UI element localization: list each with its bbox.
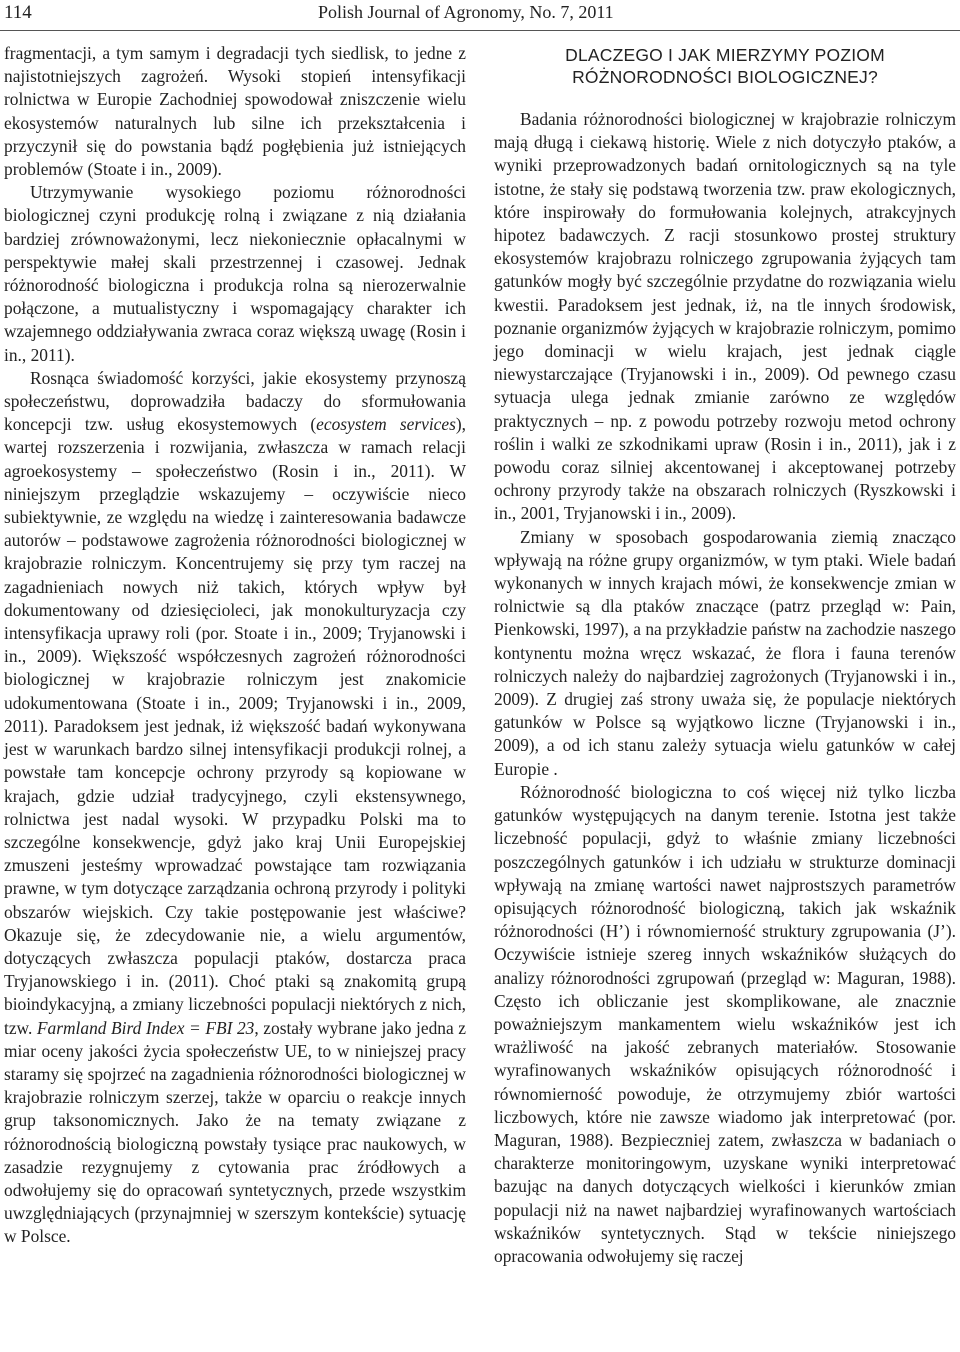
text-run: Rosnąca świadomość korzyści, jakie ekosystemy przynoszą społeczeństwu, doprowadziła badaczy do sformułowania koncepcji tzw. usług ekosystemowych (: [4, 367, 466, 435]
italic-term: Farmland Bird Index = FBI 23: [36, 1017, 255, 1038]
paragraph: Badania różnorodności biologicznej w krajobrazie rolniczym mają długą i ciekawą historię. Wiele z nich dotyczyło ptaków, a wyniki przeprowadzonych badań ornitologicznych są na tyle istotne, że stały się podstawą tworzenia tzw. praw ekologicznych, które inspirowały do formułowania kolejnych, atrakcyjnych hipotez badawczych. Z racji stosunkowo prostej struktury ekosystemów krajobrazu rolniczego zgrupowania żyjących tam gatunków mogły być szczególnie przydatne do rozwiązania wielu kwestii. Paradoksem jest jednak, iż, na tle innych środowisk, poznanie organizmów żyjących w krajobrazie rolniczym, pomimo jego dominacji w wielu krajach, jest jednak ciągle niewystarczające (Tryjanowski i in., 2009). Od pewnego czasu sytuacja ulega jednak zmianie zarówno ze względów praktycznych – np. z powodu potrzeby rozwoju metod ochrony roślin i walki ze szkodnikami upraw (Rosin i in., 2011), jak i z powodu coraz silniej akcentowanej i akceptowanej potrzeby ochrony przyrody także na obszarach rolniczych (Ryszkowski i in., 2001, Tryjanowski i in., 2009).: [494, 109, 956, 524]
section-heading-line: RÓŻNORODNOŚCI BIOLOGICZNEJ?: [572, 67, 878, 87]
text-run: ), wartej rozszerzenia i rozwijania, zwłaszcza w ramach relacji agroekosystemy – społeczeństwo (Rosin i in., 2011). W niniejszym przeglądzie wskazujemy – oczywiście nieco subiektywnie, ze względu na wiedzę i zainteresowania badawcze autorów – podstawowe zagrożenia różnorodności biologicznej w krajobrazie rolniczym. Koncentrujemy się przy tym raczej na zagadnieniach nowych niż takich, których wpływ był dokumentowany od dziesięcioleci, jak monokulturyzacja czy intensyfikacja uprawy roli (por. Stoate i in., 2009; Tryjanowski i in., 2009). Większość współczesnych zagrożeń różnorodności biologicznej w krajobrazie rolniczym jest znakomicie udokumentowana (Stoate i in., 2009; Tryjanowski i in., 2009, 2011). Paradoksem jest jednak, iż większość badań wykonywana jest w warunkach bardzo silnej intensyfikacji produkcji rolnej, a powstałe tam koncepcje ochrony przyrody są kopiowane w krajach, gdzie udział tradycyjnego, czyli ekstensywnego, rolnictwa jest nadal wysoki. W przypadku Polski ma to szczególne konsekwencje, gdyż jako kraj Unii Europejskiej zmuszeni jesteśmy wprowadzać powstające tam rozwiązania prawne, w tym dotyczące zarządzania ochroną przyrody i polityki obszarów wiejskich. Czy takie postępowanie jest właściwe? Okazuje się, że zdecydowanie nie, a wielu argumentów, dotyczących zwłaszcza populacji ptaków, dostarcza praca Tryjanowskiego i in. (2011). Choć ptaki są znakomitą grupą bioindykacyjną, a zmiany liczebności populacji niektórych z nich, tzw.: [4, 414, 467, 1038]
paragraph: fragmentacji, a tym samym i degradacji tych siedlisk, to jedne z najistotniejszych zagrożeń. Wysoki stopień intensyfikacji rolnictwa w Europie Zachodniej spowodował zniszczenie wielu ekosystemów naturalnych lub silne ich przekształcenia i przyczynił się do powstania bądź pogłębienia już istniejących problemów (Stoate i in., 2009).: [4, 43, 466, 180]
paragraph: Zmiany w sposobach gospodarowania ziemią znacząco wpływają na różne grupy organizmów, w tym ptaki. Wiele badań wykonanych w innych krajach mówi, że konsekwencje zmian w rolnictwie są dla ptaków znaczące (patrz przegląd w: Pain, Pienkowski, 1997), a na przykładzie państw na zachodzie naszego kontynentu można wręcz wskazać, że flora i fauna terenów rolniczych należy do najbardziej zagrożonych (Tryjanowski i in., 2009). Z drugiej zaś strony uważa się, że populacje niektórych gatunków w Polsce są wyjątkowo liczne (Tryjanowski i in., 2009), a od ich stanu zależy sytuacja wielu gatunków w całej Europie .: [494, 526, 956, 779]
page-header: [0, 0, 960, 24]
section-heading-line: DLACZEGO I JAK MIERZYMY POZIOM: [565, 45, 885, 65]
header-rule: [0, 30, 960, 31]
section-heading: [494, 44, 956, 88]
page-number: 114: [4, 2, 32, 23]
text-run: , zostały wybrane jako jedna z miar oceny jakości życia społeczeństw UE, to w niniejszej pracy staramy się spojrzeć na zagadnienia różnorodności biologicznej w krajobrazie rolniczym szerzej, także w oparciu o reakcje innych grup taksonomicznych. Jako że na tematy związane z różnorodnością biologiczną powstały tysiące prac naukowych, w zasadzie rezygnujemy z cytowania prac źródłowych a odwołujemy się do opracowań syntetycznych, przede wszystkim uwzględniających (przynajmniej w szerszym kontekście) sytuację w Polsce.: [4, 1017, 466, 1247]
paragraph: [4, 367, 466, 1249]
italic-term: ecosystem services: [316, 414, 456, 435]
paragraph: Różnorodność biologiczna to coś więcej niż tylko liczba gatunków występujących na danym terenie. Istotna jest także liczebność populacji, gdyż to właśnie zmiany liczebności poszczególnych gatunków i ich udziału w strukturze dominacji wpływają na zmianę wartości nawet najprostszych parametrów opisujących różnorodność biologiczną, takich jak wskaźnik różnorodności (H’) i równomierność struktury zgrupowania (J’). Oczywiście istnieje szereg innych wskaźników służących do analizy różnorodności zgrupowań (przegląd w: Maguran, 1988). Często ich obliczanie jest skomplikowane, ale znacznie poważniejszym mankamentem wielu wskaźników jest ich wrażliwość na jakość zebranych materiałów. Stosowanie wyrafinowanych wskaźników opisujących różnorodność i równomierność powoduje, że otrzymujemy zbiór wartości liczbowych, które nie zawsze wiadomo jak interpretować (por. Maguran, 1988). Bezpieczniej zatem, zwłaszcza w badaniach o charakterze monitoringowym, uzyskane wyniki interpretować bazując na danych dotyczących wielkości i kierunków zmian populacji niż na nawet najbardziej wyrafinowanych wartościach wskaźników syntetycznych. Stąd w tekście niniejszego opracowania odwołujemy się raczej: [494, 781, 956, 1266]
right-column: [494, 42, 956, 1268]
left-column: [4, 42, 466, 1249]
journal-title: Polish Journal of Agronomy, No. 7, 2011: [318, 2, 614, 22]
paragraph: Utrzymywanie wysokiego poziomu różnorodności biologicznej czyni produkcję rolną i związane z nią działania bardziej zrównoważonymi, lecz niekoniecznie opłacalnymi w perspektywie małej skali przestrzennej i czasowej. Jednak różnorodność biologiczna i produkcja rolna są nierozerwalnie połączone, a mutualistyczny i wspomagający charakter ich wzajemnego oddziaływania zwraca coraz większą uwagę (Rosin i in., 2011).: [4, 182, 466, 365]
